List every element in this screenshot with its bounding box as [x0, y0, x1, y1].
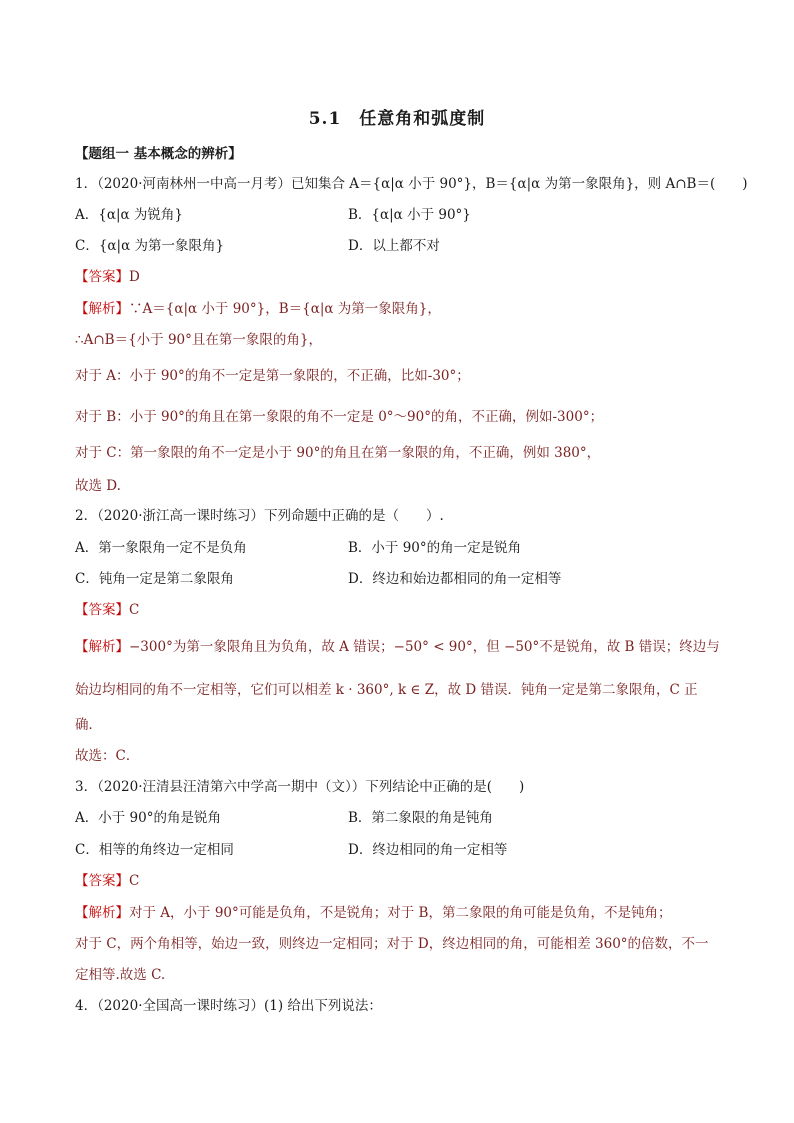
question-1-answer [75, 267, 140, 287]
question-1-option-b: B．{α|α 小于 90°} [348, 207, 471, 223]
question-3-stem: 3．（2020·汪清县汪清第六中学高一期中（文））下列结论中正确的是( ) [75, 779, 525, 795]
analysis-line: 故选 D. [75, 478, 121, 494]
analysis-line: 确． [75, 717, 102, 733]
question-1-option-d: D．以上都不对 [348, 238, 440, 254]
question-1-option-c: C．{α|α 为第一象限角} [75, 238, 225, 254]
question-3-analysis [75, 903, 671, 923]
analysis-line: 对于 A，小于 90°可能是负角，不是锐角；对于 B，第二象限的角可能是负角，不是钝角； [129, 905, 672, 921]
answer-label: 【答案】 [75, 602, 129, 618]
answer-value: D [129, 269, 140, 285]
analysis-label: 【解析】 [75, 905, 129, 921]
page-title: 5.1 任意角和弧度制 [308, 109, 486, 129]
analysis-line: 对于 A：小于 90°的角不一定是第一象限的，不正确，比如-30°； [75, 368, 470, 384]
analysis-label: 【解析】 [75, 639, 129, 655]
analysis-label: 【解析】 [75, 301, 129, 317]
analysis-line: ∵A＝{α|α 小于 90°}，B＝{α|α 为第一象限角}， [129, 301, 441, 317]
answer-label: 【答案】 [75, 269, 129, 285]
analysis-line: 对于 B：小于 90°的角且在第一象限的角不一定是 0°～90°的角，不正确，例如-300°； [75, 409, 604, 425]
analysis-line: 故选：C． [75, 748, 140, 764]
question-2-option-b: B．小于 90°的角一定是锐角 [348, 540, 522, 556]
analysis-line: 定相等.故选 C. [75, 967, 166, 983]
answer-value: C [129, 873, 140, 889]
question-1-stem: 1．（2020·河南林州一中高一月考）已知集合 A＝{α|α 小于 90°}，B＝{α|α 为第一象限角}，则 A∩B＝( ) [75, 176, 748, 192]
answer-value: C [129, 602, 140, 618]
analysis-line: 对于 C，两个角相等，始边一致，则终边一定相同；对于 D，终边相同的角，可能相差 360°的倍数，不一 [75, 936, 709, 952]
question-3-option-b: B．第二象限的角是钝角 [348, 810, 493, 826]
question-2-stem: 2．（2020·浙江高一课时练习）下列命题中正确的是（ ）. [75, 508, 444, 524]
question-3-option-c: C．相等的角终边一定相同 [75, 842, 234, 858]
analysis-line: 对于 C：第一象限的角不一定是小于 90°的角且在第一象限的角，不正确，例如 380°， [75, 445, 601, 461]
question-2-option-a: A．第一象限角一定不是负角 [75, 540, 247, 556]
question-1-option-a: A．{α|α 为锐角} [75, 207, 183, 223]
question-2-answer [75, 600, 139, 620]
question-2-option-c: C．钝角一定是第二象限角 [75, 571, 234, 587]
question-4-stem: 4．（2020·全国高一课时练习）(1) 给出下列说法： [75, 998, 382, 1014]
question-3-option-d: D．终边相同的角一定相等 [348, 842, 508, 858]
question-2-analysis [75, 637, 720, 657]
analysis-line: ∴A∩B＝{小于 90°且在第一象限的角}， [75, 332, 322, 348]
question-1-analysis [75, 299, 441, 319]
question-3-option-a: A．小于 90°的角是锐角 [75, 810, 221, 826]
question-3-answer [75, 871, 139, 891]
analysis-line: 始边均相同的角不一定相等，它们可以相差 k · 360°, k ∈ Z，故 D 错误．钝角一定是第二象限角，C 正 [75, 682, 698, 698]
analysis-line: −300°为第一象限角且为负角，故 A 错误；−50° < 90°，但 −50°不是锐角，故 B 错误；终边与 [129, 639, 720, 655]
section-heading: 【题组一 基本概念的辨析】 [75, 146, 242, 162]
question-2-option-d: D．终边和始边都相同的角一定相等 [348, 571, 562, 587]
answer-label: 【答案】 [75, 873, 129, 889]
